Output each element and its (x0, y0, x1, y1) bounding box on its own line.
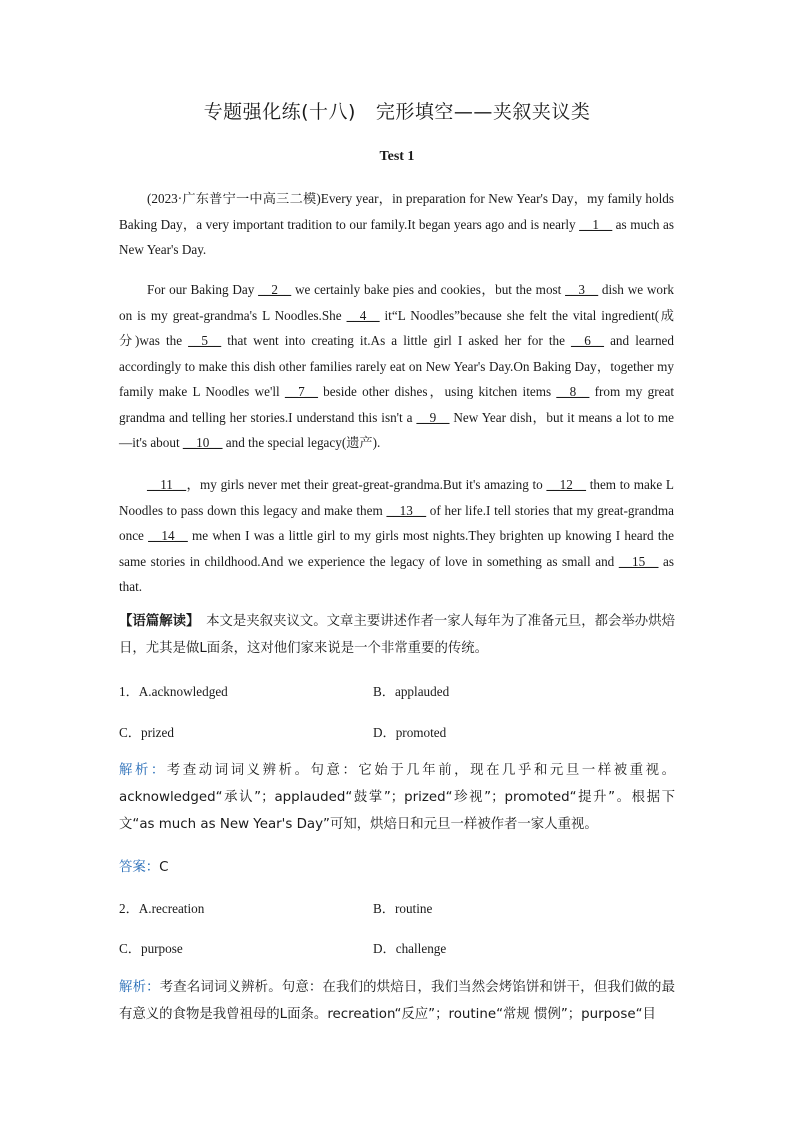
title-part2: 完形填空——夹叙夹议类 (375, 101, 591, 123)
blank-1: __1__ (579, 216, 613, 232)
q1-analysis-text: 考查动词词义辨析。句意：它始于几年前，现在几乎和元旦一样被重视。acknowledged“承认”；applauded“鼓掌”；prized“珍视”；promoted“提升”。根据下文“as much as New Year's Day”可知，烘焙日和元旦一样被作者一家人重视。 (119, 763, 676, 832)
q1-option-b: B．applauded (373, 684, 450, 699)
blank-9: __9__ (416, 409, 450, 425)
q1-answer-label: 答案： (119, 860, 160, 875)
blank-4: __4__ (346, 307, 380, 323)
q2-analysis (119, 974, 675, 1028)
passage-paragraph-2: For our Baking Day __2__ we certainly bake pies and cookies，but the most __3__ dish we work on is my great-grandma's L Noodles.She __4__ it“L Noodles”because she felt the vital ingredient(成分)was the __5__ that went into creating it.As a little girl I asked her for the __6__ and learned accordingly to make this dish other families rarely eat on New Year's Day.On Baking Day，together my family make L Noodles we'll __7__ beside other dishes，using kitchen items __8__ from my great grandma and telling her stories.I understand this isn't a __9__ New Year dish，but it means a lot to me—it's about __10__ and the special legacy(遗产). (119, 282, 675, 450)
q1-answer (119, 856, 169, 875)
blank-14: __14__ (148, 528, 188, 543)
q1-option-c: C．prized (119, 725, 174, 740)
blank-7: __7__ (284, 384, 318, 399)
reading-interpretation (119, 608, 675, 662)
reading-tag: 【语篇解读】 (119, 614, 193, 629)
q2-option-a: 2．A.recreation (119, 901, 205, 916)
blank-5: __5__ (188, 333, 222, 348)
blank-13: __13__ (386, 502, 427, 518)
blank-2: __2__ (258, 282, 292, 297)
blank-8: __8__ (556, 384, 590, 399)
blank-6: __6__ (571, 333, 604, 348)
title-part1: 专题强化练(十八) (203, 101, 356, 123)
q2-option-c: C．purpose (119, 941, 183, 956)
q1-option-a: 1．A.acknowledged (119, 684, 228, 699)
reading-text: 本文是夹叙夹议文。文章主要讲述作者一家人每年为了准备元旦，都会举办烘焙日，尤其是做L面条，这对他们家来说是一个非常重要的传统。 (119, 614, 675, 656)
blank-10: __10__ (182, 435, 223, 450)
blank-15: __15__ (618, 553, 659, 569)
blank-11: __11__ (147, 477, 187, 492)
q1-analysis-label: 解析： (119, 763, 167, 778)
passage-paragraph-3: __11__，my girls never met their great-great-grandma.But it's amazing to __12__ them to make L Noodles to pass down this legacy and make them __13__ of her life.I tell stories that my great-grandma once __14__ me when I was a little girl to my girls most nights.They brighten up knowing I heard the same stories in childhood.And we experience the legacy of love in something as small and __15__ as that. (119, 477, 674, 594)
passage-paragraph-1: (2023·广东普宁一中高三二模)Every year，in preparation for New Year's Day，my family holds Baking Day，a very important tradition to our family.It began years ago and is nearly __1__ as much as New Year's Day. (119, 191, 674, 257)
q2-analysis-label: 解析： (119, 980, 160, 995)
q1-answer-value: C (159, 860, 169, 875)
q2-option-d: D．challenge (373, 941, 447, 956)
q2-option-b: B．routine (373, 901, 433, 916)
q1-analysis (119, 757, 675, 838)
test-label: Test 1 (379, 149, 415, 164)
blank-3: __3__ (565, 282, 599, 297)
q2-analysis-text: 考查名词词义辨析。句意：在我们的烘焙日，我们当然会烤馅饼和饼干，但我们做的最有意义的食物是我曾祖母的L面条。recreation“反应”；routine“常规 惯例”；purpose“目 (119, 980, 676, 1022)
q1-option-d: D．promoted (373, 725, 447, 740)
page-title (0, 97, 794, 124)
blank-12: __12__ (546, 477, 587, 492)
